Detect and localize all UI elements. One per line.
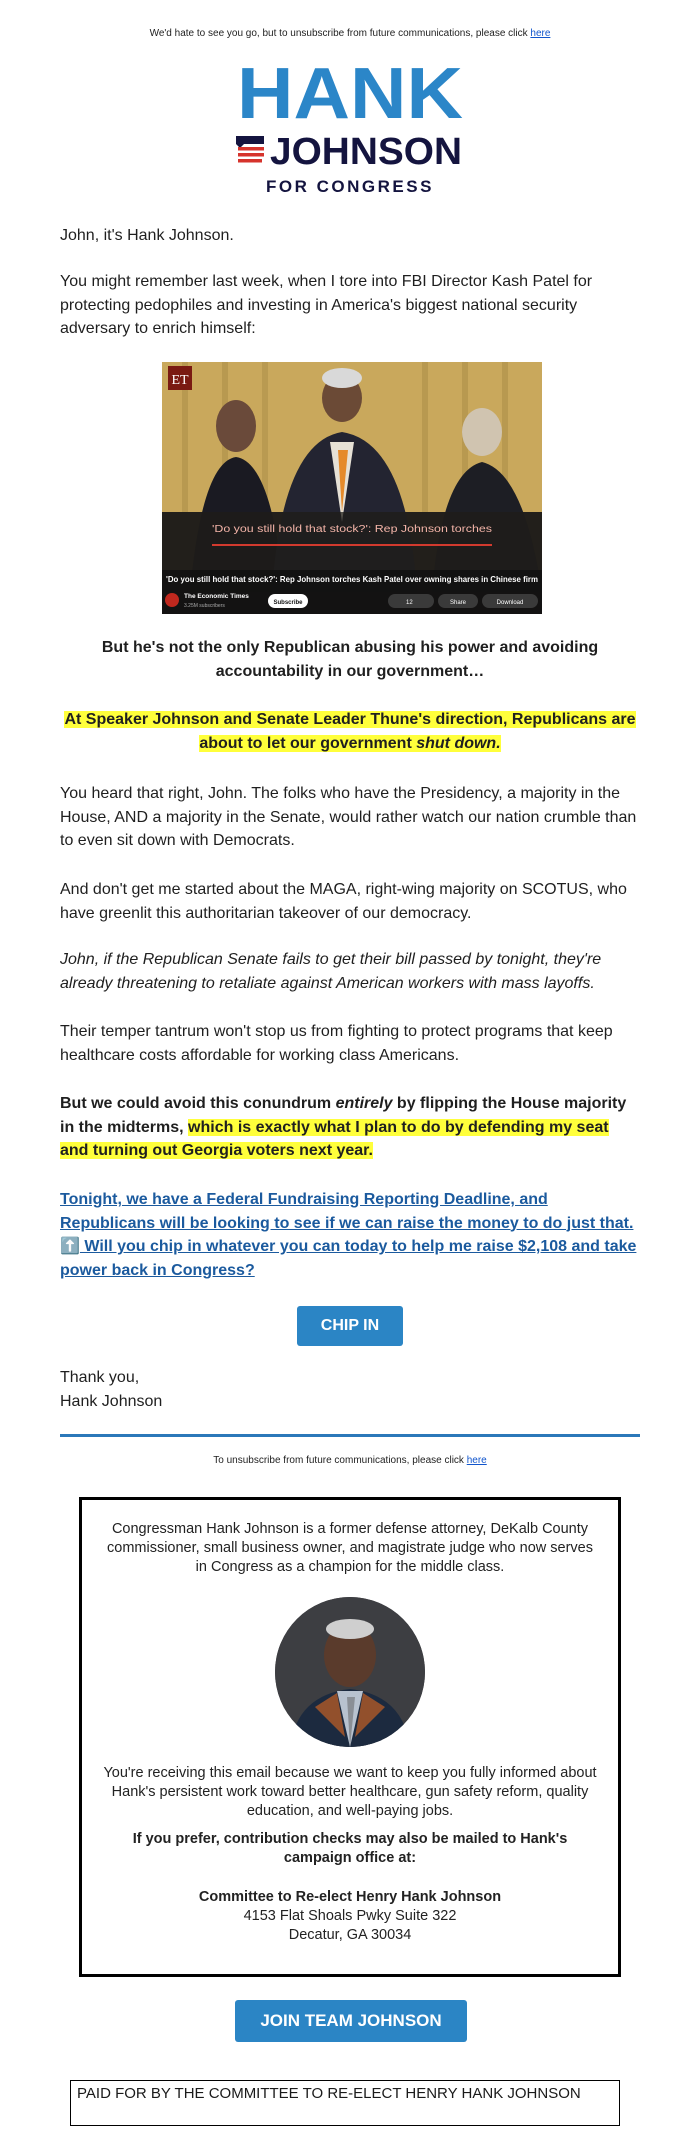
- georgia-flag-icon: [236, 136, 264, 163]
- video-channel-name: The Economic Times: [184, 593, 249, 600]
- portrait-photo: [275, 1597, 425, 1747]
- join-team-button[interactable]: JOIN TEAM JOHNSON: [235, 2000, 467, 2042]
- video-download-button: Download: [496, 600, 524, 606]
- paragraph-scotus: And don't get me started about the MAGA, right-wing majority on SCOTUS, who have greenlit this authoritarian takeover of our democracy.: [60, 881, 627, 922]
- paid-for-disclaimer: PAID FOR BY THE COMMITTEE TO RE-ELECT HENRY HANK JOHNSON: [70, 2080, 620, 2126]
- signature: Hank Johnson: [60, 1392, 163, 1410]
- up-arrow-icon: ⬆️: [60, 1238, 80, 1255]
- deadline-link[interactable]: Tonight, we have a Federal Fundraising Reporting Deadline, and Republicans will be looking to see if we can raise the money to do just that.: [60, 1191, 634, 1232]
- greeting: John, it's Hank Johnson.: [60, 227, 234, 244]
- logo-surname: JOHNSON: [270, 131, 462, 173]
- paragraph-layoffs: John, if the Republican Senate fails to get their bill passed by tonight, they're already threatening to retaliate against American workers with mass layoffs.: [60, 951, 602, 992]
- video-title: 'Do you still hold that stock?': Rep Johnson torches Kash Patel over owning shares in Chinese firm: [166, 574, 539, 584]
- video-channel-logo: ET: [171, 373, 189, 388]
- unsubscribe-text: We'd hate to see you go, but to unsubscribe from future communications, please click: [149, 28, 531, 39]
- signoff: Thank you, Hank Johnson: [60, 1366, 640, 1413]
- checks-notice: If you prefer, contribution checks may also be mailed to Hank's campaign office at:: [132, 1831, 568, 1866]
- unsubscribe-link[interactable]: here: [530, 28, 551, 39]
- bio-text: Congressman Hank Johnson is a former defense attorney, DeKalb County commissioner, small business owner, and magistrate judge who now serves in Congress as a champion for the middle class.: [107, 1521, 593, 1575]
- donation-link-paragraph: [60, 1188, 640, 1282]
- centered-bold-statement: But he's not the only Republican abusing his power and avoiding accountability in our government…: [101, 639, 599, 680]
- video-subscriber-count: 3.25M subscribers: [184, 603, 225, 609]
- highlighted-statement: At Speaker Johnson and Senate Leader Thune's direction, Republicans are about to let our government shut down.: [64, 711, 636, 752]
- chip-in-button[interactable]: CHIP IN: [297, 1306, 403, 1346]
- campaign-logo: [0, 60, 700, 200]
- video-share-button: Share: [449, 600, 467, 606]
- divider: [60, 1434, 640, 1437]
- address-line-1: 4153 Flat Shoals Pwky Suite 322: [243, 1908, 457, 1924]
- footer-unsubscribe-notice: To unsubscribe from future communications, please click here: [213, 1455, 487, 1466]
- paragraph-midterms: But we could avoid this conundrum entirely by flipping the House majority in the midterms, which is exactly what I plan to do by defending my seat and turning out Georgia voters next year.: [60, 1095, 627, 1159]
- video-caption-overlay: 'Do you still hold that stock?': Rep Johnson torches: [212, 524, 492, 535]
- committee-name: Committee to Re-elect Henry Hank Johnson: [198, 1889, 502, 1905]
- logo-tagline: FOR CONGRESS: [266, 177, 434, 194]
- intro-paragraph: You might remember last week, when I tore into FBI Director Kash Patel for protecting pedophiles and investing in America's biggest national security adversary to enrich himself:: [60, 273, 593, 337]
- paragraph-tantrum: Their temper tantrum won't stop us from fighting to protect programs that keep healthcare costs affordable for working class Americans.: [60, 1023, 613, 1064]
- video-subscribe-button: Subscribe: [273, 600, 303, 606]
- address-line-2: Decatur, GA 30034: [288, 1927, 412, 1943]
- email-reason-text: You're receiving this email because we want to keep you fully informed about Hank's persistent work toward better healthcare, gun safety reform, quality education, and well-paying jobs.: [103, 1765, 597, 1819]
- mailing-address: [100, 1888, 600, 1945]
- paragraph-presidency: You heard that right, John. The folks who have the Presidency, a majority in the House, AND a majority in the Senate, would rather watch our nation crumble than to even sit down with Democrats.: [60, 785, 637, 849]
- footer-unsubscribe-link[interactable]: here: [466, 1455, 487, 1466]
- logo-name: HANK: [237, 60, 464, 134]
- video-thumbnail[interactable]: [162, 362, 542, 614]
- chip-in-link[interactable]: Will you chip in whatever you can today to help me raise $2,108 and take power back in Congress?: [60, 1238, 637, 1279]
- video-like-count: 12: [406, 600, 413, 606]
- unsubscribe-notice: [0, 28, 700, 39]
- bio-box: [79, 1497, 621, 1977]
